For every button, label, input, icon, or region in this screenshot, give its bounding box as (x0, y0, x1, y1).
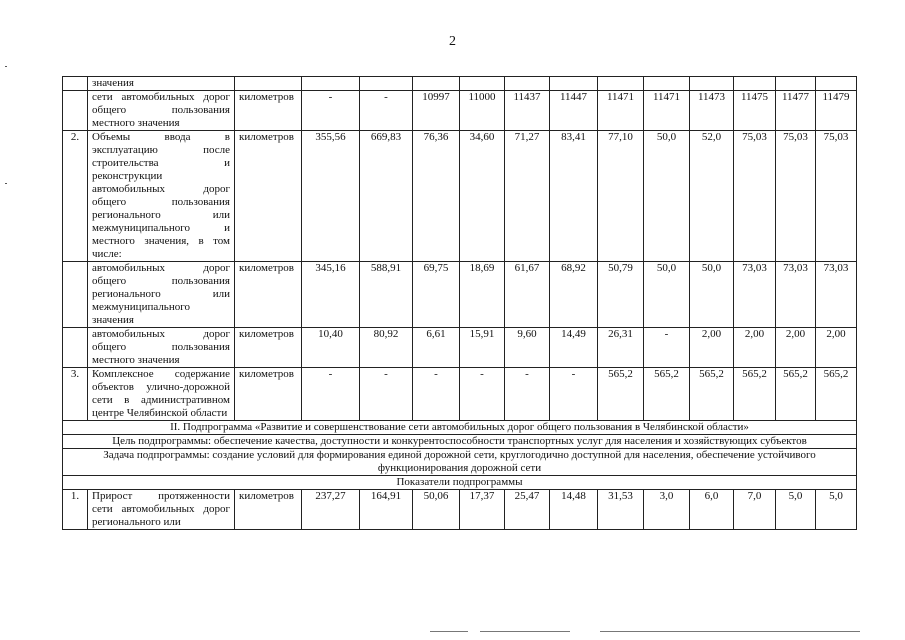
value-cell: 80,92 (360, 328, 413, 368)
value-cell: 50,0 (644, 131, 690, 262)
value-cell: 9,60 (505, 328, 550, 368)
value-cell (302, 77, 360, 91)
table-row (63, 131, 857, 262)
value-cell: 52,0 (690, 131, 734, 262)
row-number-cell (63, 328, 88, 368)
value-cell: 73,03 (816, 262, 857, 328)
value-cell: - (360, 91, 413, 131)
unit-cell: километров (235, 490, 302, 530)
value-cell (505, 77, 550, 91)
value-cell: 61,67 (505, 262, 550, 328)
value-cell: - (505, 368, 550, 421)
value-cell: 11471 (644, 91, 690, 131)
row-number-cell: 1. (63, 490, 88, 530)
value-cell: 11437 (505, 91, 550, 131)
value-cell: 565,2 (816, 368, 857, 421)
unit-cell (235, 77, 302, 91)
row-number-cell (63, 262, 88, 328)
table-row (63, 77, 857, 91)
value-cell: 83,41 (550, 131, 598, 262)
value-cell: 50,06 (413, 490, 460, 530)
value-cell: 34,60 (460, 131, 505, 262)
subprogram-task-row (63, 449, 857, 476)
unit-cell: километров (235, 131, 302, 262)
subprogram-task: Задача подпрограммы: создание условий для формирования единой дорожной сети, круглогодично доступной для населения, обеспечение устойчивого функционирования дорожной сети (63, 449, 857, 476)
value-cell: 7,0 (734, 490, 776, 530)
value-cell: 588,91 (360, 262, 413, 328)
value-cell: - (360, 368, 413, 421)
indicator-name-cell: значения (88, 77, 235, 91)
value-cell: - (644, 328, 690, 368)
value-cell (734, 77, 776, 91)
value-cell: 73,03 (776, 262, 816, 328)
value-cell: 69,75 (413, 262, 460, 328)
value-cell: 565,2 (734, 368, 776, 421)
subprogram-goal: Цель подпрограммы: обеспечение качества, доступности и конкурентоспособности транспортных услуг для населения и хозяйствующих субъектов (63, 435, 857, 449)
scan-footer-line (600, 631, 860, 632)
value-cell: 77,10 (598, 131, 644, 262)
value-cell: 237,27 (302, 490, 360, 530)
value-cell: - (302, 368, 360, 421)
value-cell (360, 77, 413, 91)
value-cell (690, 77, 734, 91)
value-cell: 18,69 (460, 262, 505, 328)
value-cell: 2,00 (816, 328, 857, 368)
value-cell: 11471 (598, 91, 644, 131)
value-cell (460, 77, 505, 91)
value-cell (776, 77, 816, 91)
row-number-cell (63, 91, 88, 131)
value-cell: - (460, 368, 505, 421)
row-number-cell: 3. (63, 368, 88, 421)
value-cell: 10,40 (302, 328, 360, 368)
subprogram-title-row (63, 421, 857, 435)
value-cell: 565,2 (690, 368, 734, 421)
value-cell: 73,03 (734, 262, 776, 328)
value-cell: 11000 (460, 91, 505, 131)
value-cell: 6,0 (690, 490, 734, 530)
unit-cell: километров (235, 91, 302, 131)
value-cell: 25,47 (505, 490, 550, 530)
indicator-name-cell: Прирост протяженности сети автомобильных дорог регионального или (88, 490, 235, 530)
value-cell: 565,2 (598, 368, 644, 421)
value-cell: 15,91 (460, 328, 505, 368)
subprogram-title: II. Подпрограмма «Развитие и совершенствование сети автомобильных дорог общего пользования в Челябинской области» (63, 421, 857, 435)
value-cell: 5,0 (816, 490, 857, 530)
value-cell: 2,00 (690, 328, 734, 368)
value-cell: 11479 (816, 91, 857, 131)
value-cell: 11473 (690, 91, 734, 131)
value-cell: 5,0 (776, 490, 816, 530)
value-cell: 31,53 (598, 490, 644, 530)
value-cell: 14,49 (550, 328, 598, 368)
value-cell: 71,27 (505, 131, 550, 262)
value-cell: 565,2 (644, 368, 690, 421)
value-cell: - (413, 368, 460, 421)
indicators-header-row (63, 476, 857, 490)
scan-edge-mark (5, 66, 7, 67)
value-cell: 75,03 (776, 131, 816, 262)
table-row (63, 328, 857, 368)
indicator-name-cell: Объемы ввода в эксплуатацию после строительства и реконструкции автомобильных дорог общего пользования регионального или межмуниципального и местного значения, в том числе: (88, 131, 235, 262)
table-row (63, 262, 857, 328)
value-cell (816, 77, 857, 91)
unit-cell: километров (235, 262, 302, 328)
unit-cell: километров (235, 368, 302, 421)
table-row (63, 91, 857, 131)
value-cell (598, 77, 644, 91)
unit-cell: километров (235, 328, 302, 368)
value-cell: 2,00 (734, 328, 776, 368)
value-cell: 10997 (413, 91, 460, 131)
scan-footer-line (430, 631, 468, 632)
value-cell: 11475 (734, 91, 776, 131)
value-cell: 345,16 (302, 262, 360, 328)
indicators-table (62, 76, 857, 530)
value-cell: 50,79 (598, 262, 644, 328)
value-cell: 26,31 (598, 328, 644, 368)
value-cell: 355,56 (302, 131, 360, 262)
value-cell: 565,2 (776, 368, 816, 421)
value-cell: 669,83 (360, 131, 413, 262)
scan-edge-mark (5, 183, 7, 184)
value-cell (413, 77, 460, 91)
indicators-header: Показатели подпрограммы (63, 476, 857, 490)
indicator-name-cell: автомобильных дорог общего пользования регионального или межмуниципального значения (88, 262, 235, 328)
indicator-name-cell: автомобильных дорог общего пользования местного значения (88, 328, 235, 368)
value-cell: 68,92 (550, 262, 598, 328)
row-number-cell (63, 77, 88, 91)
indicator-name-cell: Комплексное содержание объектов улично-дорожной сети в административном центре Челябинской области (88, 368, 235, 421)
value-cell: 6,61 (413, 328, 460, 368)
value-cell: - (302, 91, 360, 131)
value-cell: 14,48 (550, 490, 598, 530)
table-row (63, 368, 857, 421)
value-cell: 3,0 (644, 490, 690, 530)
value-cell: 164,91 (360, 490, 413, 530)
scan-footer-line (480, 631, 570, 632)
value-cell (644, 77, 690, 91)
value-cell: 2,00 (776, 328, 816, 368)
value-cell: 50,0 (644, 262, 690, 328)
table-row (63, 490, 857, 530)
value-cell: 76,36 (413, 131, 460, 262)
value-cell: 75,03 (816, 131, 857, 262)
value-cell: 11477 (776, 91, 816, 131)
row-number-cell: 2. (63, 131, 88, 262)
value-cell: 75,03 (734, 131, 776, 262)
page-number: 2 (449, 34, 456, 49)
value-cell: 50,0 (690, 262, 734, 328)
value-cell (550, 77, 598, 91)
value-cell: 11447 (550, 91, 598, 131)
subprogram-goal-row (63, 435, 857, 449)
value-cell: 17,37 (460, 490, 505, 530)
indicator-name-cell: сети автомобильных дорог общего пользования местного значения (88, 91, 235, 131)
value-cell: - (550, 368, 598, 421)
